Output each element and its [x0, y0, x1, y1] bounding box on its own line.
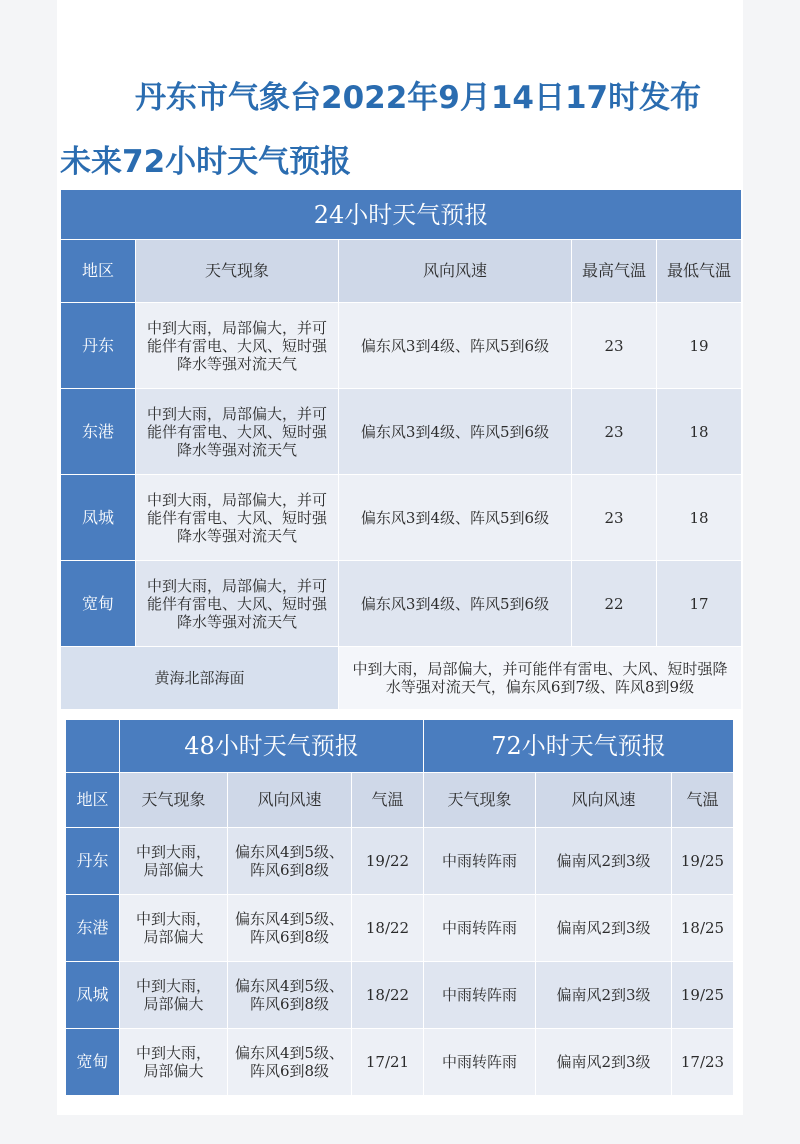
forecast-24h-table — [60, 189, 742, 710]
wind-cell: 偏东风3到4级、阵风5到6级 — [339, 389, 572, 475]
low-temp-cell: 19 — [657, 303, 742, 389]
table-row — [61, 561, 742, 647]
weather-48-cell: 中到大雨，局部偏大 — [120, 895, 228, 962]
temp-48-cell: 17/21 — [352, 1029, 424, 1096]
sea-forecast-cell: 中到大雨，局部偏大，并可能伴有雷电、大风、短时强降水等强对流天气，偏东风6到7级、阵风8到9级 — [339, 647, 742, 710]
weather-48-cell: 中到大雨，局部偏大 — [120, 1029, 228, 1096]
low-temp-cell: 18 — [657, 389, 742, 475]
wind-48-cell: 偏东风4到5级、阵风6到8级 — [228, 1029, 352, 1096]
forecast-72h-heading: 72小时天气预报 — [424, 720, 734, 773]
region-cell: 东港 — [66, 895, 120, 962]
table-row — [66, 1029, 734, 1096]
high-temp-cell: 23 — [572, 389, 657, 475]
wind-72-cell: 偏南风2到3级 — [536, 895, 672, 962]
wind-72-cell: 偏南风2到3级 — [536, 828, 672, 895]
col-header-wind: 风向风速 — [339, 240, 572, 303]
table-row — [66, 962, 734, 1029]
table-row — [61, 647, 742, 710]
col-header-weather-48: 天气现象 — [120, 773, 228, 828]
region-cell: 东港 — [61, 389, 136, 475]
weather-cell: 中到大雨，局部偏大，并可能伴有雷电、大风、短时强降水等强对流天气 — [136, 561, 339, 647]
temp-72-cell: 18/25 — [672, 895, 734, 962]
table-row — [66, 828, 734, 895]
wind-48-cell: 偏东风4到5级、阵风6到8级 — [228, 962, 352, 1029]
wind-72-cell: 偏南风2到3级 — [536, 1029, 672, 1096]
table-row — [61, 389, 742, 475]
col-header-low-temp: 最低气温 — [657, 240, 742, 303]
col-header-weather: 天气现象 — [136, 240, 339, 303]
weather-48-cell: 中到大雨，局部偏大 — [120, 962, 228, 1029]
table-corner — [66, 720, 120, 773]
weather-72-cell: 中雨转阵雨 — [424, 828, 536, 895]
region-cell: 凤城 — [66, 962, 120, 1029]
forecast-title: 未来72小时天气预报 — [60, 144, 352, 180]
temp-72-cell: 19/25 — [672, 828, 734, 895]
wind-cell: 偏东风3到4级、阵风5到6级 — [339, 303, 572, 389]
publish-title: 丹东市气象台2022年9月14日17时发布 — [135, 80, 702, 116]
col-header-region: 地区 — [66, 773, 120, 828]
wind-48-cell: 偏东风4到5级、阵风6到8级 — [228, 828, 352, 895]
low-temp-cell: 17 — [657, 561, 742, 647]
col-header-weather-72: 天气现象 — [424, 773, 536, 828]
col-header-wind-72: 风向风速 — [536, 773, 672, 828]
region-cell: 宽甸 — [66, 1029, 120, 1096]
weather-72-cell: 中雨转阵雨 — [424, 962, 536, 1029]
col-header-region: 地区 — [61, 240, 136, 303]
weather-48-cell: 中到大雨，局部偏大 — [120, 828, 228, 895]
weather-cell: 中到大雨，局部偏大，并可能伴有雷电、大风、短时强降水等强对流天气 — [136, 389, 339, 475]
table-row — [66, 895, 734, 962]
high-temp-cell: 22 — [572, 561, 657, 647]
col-header-temp-72: 气温 — [672, 773, 734, 828]
temp-72-cell: 17/23 — [672, 1029, 734, 1096]
temp-48-cell: 18/22 — [352, 962, 424, 1029]
col-header-wind-48: 风向风速 — [228, 773, 352, 828]
temp-72-cell: 19/25 — [672, 962, 734, 1029]
wind-cell: 偏东风3到4级、阵风5到6级 — [339, 561, 572, 647]
region-cell: 宽甸 — [61, 561, 136, 647]
weather-cell: 中到大雨，局部偏大，并可能伴有雷电、大风、短时强降水等强对流天气 — [136, 475, 339, 561]
forecast-48h-heading: 48小时天气预报 — [120, 720, 424, 773]
weather-cell: 中到大雨，局部偏大，并可能伴有雷电、大风、短时强降水等强对流天气 — [136, 303, 339, 389]
region-cell: 丹东 — [61, 303, 136, 389]
forecast-24h-heading: 24小时天气预报 — [61, 190, 742, 240]
wind-72-cell: 偏南风2到3级 — [536, 962, 672, 1029]
high-temp-cell: 23 — [572, 475, 657, 561]
table-row — [61, 475, 742, 561]
region-cell: 丹东 — [66, 828, 120, 895]
temp-48-cell: 18/22 — [352, 895, 424, 962]
table-row — [61, 303, 742, 389]
region-cell: 凤城 — [61, 475, 136, 561]
weather-72-cell: 中雨转阵雨 — [424, 1029, 536, 1096]
wind-cell: 偏东风3到4级、阵风5到6级 — [339, 475, 572, 561]
forecast-48-72h-table — [65, 719, 734, 1096]
low-temp-cell: 18 — [657, 475, 742, 561]
sea-region-cell: 黄海北部海面 — [61, 647, 339, 710]
col-header-temp-48: 气温 — [352, 773, 424, 828]
weather-72-cell: 中雨转阵雨 — [424, 895, 536, 962]
high-temp-cell: 23 — [572, 303, 657, 389]
temp-48-cell: 19/22 — [352, 828, 424, 895]
wind-48-cell: 偏东风4到5级、阵风6到8级 — [228, 895, 352, 962]
col-header-high-temp: 最高气温 — [572, 240, 657, 303]
